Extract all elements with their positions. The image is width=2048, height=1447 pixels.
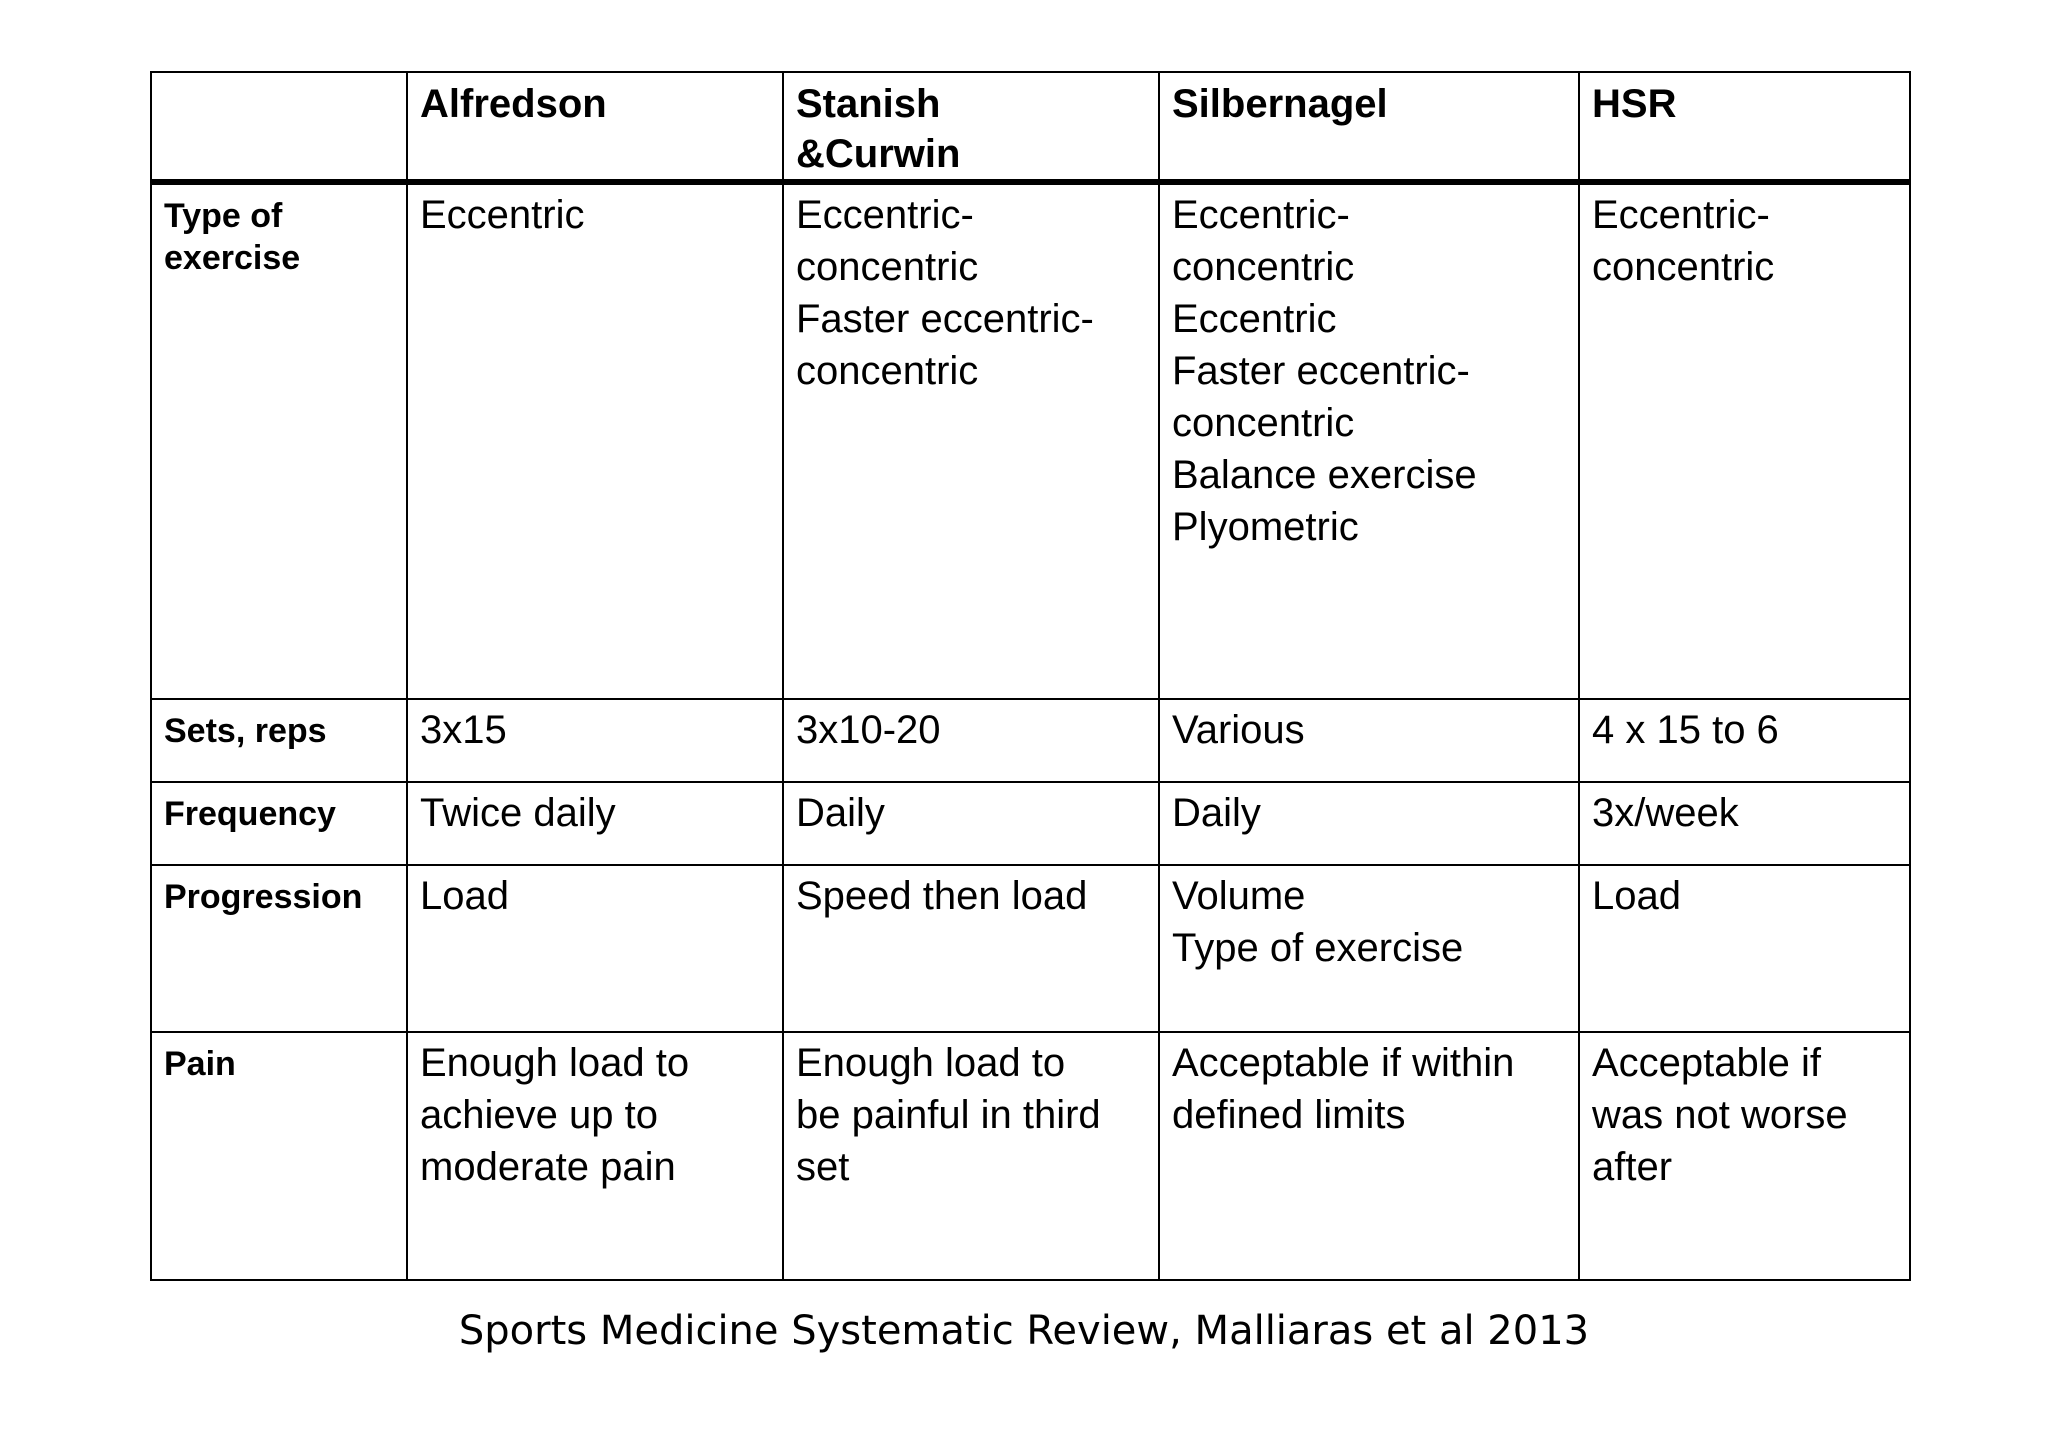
row-label-cell bbox=[151, 1032, 407, 1280]
cell-value bbox=[784, 783, 1158, 839]
table-cell bbox=[407, 1032, 783, 1280]
cell-value bbox=[1580, 700, 1909, 756]
text-line: Speed then load bbox=[796, 874, 1088, 918]
header-label bbox=[152, 73, 406, 79]
text-line: Acceptable if bbox=[1592, 1041, 1822, 1085]
cell-value bbox=[408, 1033, 782, 1193]
text-line: 3x/week bbox=[1592, 791, 1739, 835]
text-line: Enough load to bbox=[796, 1041, 1066, 1085]
text-line: concentric bbox=[796, 245, 979, 289]
table-cell bbox=[783, 782, 1159, 865]
text-line: Load bbox=[420, 874, 509, 918]
row-label bbox=[152, 866, 406, 918]
cell-value bbox=[1580, 866, 1909, 922]
table-cell bbox=[1579, 182, 1910, 699]
header-cell-alfredson bbox=[407, 72, 783, 182]
row-label-cell bbox=[151, 865, 407, 1032]
text-line: set bbox=[796, 1145, 850, 1189]
header-cell-empty bbox=[151, 72, 407, 182]
table-cell bbox=[407, 699, 783, 782]
text-line: Progression bbox=[164, 878, 363, 916]
cell-value bbox=[1160, 783, 1578, 839]
text-line: Eccentric- bbox=[1592, 193, 1770, 237]
row-label bbox=[152, 1033, 406, 1085]
table-cell bbox=[1579, 1032, 1910, 1280]
header-label bbox=[1580, 73, 1909, 129]
cell-value bbox=[408, 866, 782, 922]
text-line: was not worse bbox=[1592, 1093, 1848, 1137]
header-cell-hsr bbox=[1579, 72, 1910, 182]
table-row-sets-reps bbox=[151, 699, 1910, 782]
text-line: Eccentric bbox=[1172, 297, 1337, 341]
cell-value bbox=[408, 783, 782, 839]
table-cell bbox=[783, 182, 1159, 699]
header-label bbox=[784, 73, 1158, 179]
text-line: HSR bbox=[1592, 82, 1677, 126]
cell-value bbox=[1580, 1033, 1909, 1193]
text-line: Alfredson bbox=[420, 82, 607, 126]
table-cell bbox=[1579, 865, 1910, 1032]
text-line: concentric bbox=[796, 349, 979, 393]
row-label-cell bbox=[151, 182, 407, 699]
cell-value bbox=[784, 700, 1158, 756]
text-line: moderate pain bbox=[420, 1145, 676, 1189]
table-cell bbox=[1159, 782, 1579, 865]
header-label bbox=[408, 73, 782, 129]
text-line: Silbernagel bbox=[1172, 82, 1388, 126]
text-line: 3x15 bbox=[420, 708, 507, 752]
table-cell bbox=[1159, 1032, 1579, 1280]
table-cell bbox=[1159, 699, 1579, 782]
cell-value bbox=[1160, 185, 1578, 553]
text-line: concentric bbox=[1592, 245, 1775, 289]
text-line: Volume bbox=[1172, 874, 1306, 918]
text-line: 3x10-20 bbox=[796, 708, 941, 752]
cell-value bbox=[1580, 783, 1909, 839]
table-row-type-of-exercise bbox=[151, 182, 1910, 699]
table-cell bbox=[407, 782, 783, 865]
text-line: 4 x 15 to 6 bbox=[1592, 708, 1779, 752]
cell-value bbox=[784, 1033, 1158, 1193]
text-line: be painful in third bbox=[796, 1093, 1101, 1137]
table-cell bbox=[1159, 182, 1579, 699]
text-line: Plyometric bbox=[1172, 505, 1359, 549]
row-label-cell bbox=[151, 699, 407, 782]
text-line: Various bbox=[1172, 708, 1305, 752]
text-line: Eccentric bbox=[420, 193, 585, 237]
table-cell bbox=[1579, 699, 1910, 782]
text-line: after bbox=[1592, 1145, 1673, 1189]
table-cell bbox=[407, 182, 783, 699]
cell-value bbox=[1160, 1033, 1578, 1141]
row-label bbox=[152, 185, 406, 279]
text-line: Pain bbox=[164, 1045, 236, 1083]
text-line: Sets, reps bbox=[164, 712, 327, 750]
table-cell bbox=[783, 1032, 1159, 1280]
text-line: Acceptable if within bbox=[1172, 1041, 1515, 1085]
table-row-frequency bbox=[151, 782, 1910, 865]
cell-value bbox=[784, 185, 1158, 397]
text-line: concentric bbox=[1172, 245, 1355, 289]
text-line: Stanish bbox=[796, 82, 941, 126]
cell-value bbox=[1580, 185, 1909, 293]
row-label-cell bbox=[151, 782, 407, 865]
cell-value bbox=[408, 185, 782, 241]
source-caption: Sports Medicine Systematic Review, Malliaras et al 2013 bbox=[458, 1308, 1590, 1354]
comparison-table bbox=[150, 71, 1911, 1281]
text-line: Frequency bbox=[164, 795, 336, 833]
text-line: Enough load to bbox=[420, 1041, 690, 1085]
cell-value bbox=[1160, 700, 1578, 756]
text-line: Type of exercise bbox=[1172, 926, 1464, 970]
text-line: Daily bbox=[796, 791, 885, 835]
table-row-pain bbox=[151, 1032, 1910, 1280]
text-line: Type of bbox=[164, 197, 283, 235]
cell-value bbox=[784, 866, 1158, 922]
text-line: &Curwin bbox=[796, 132, 961, 176]
text-line: Faster eccentric- bbox=[1172, 349, 1470, 393]
table-cell bbox=[783, 865, 1159, 1032]
table-cell bbox=[783, 699, 1159, 782]
text-line: Load bbox=[1592, 874, 1681, 918]
text-line: concentric bbox=[1172, 401, 1355, 445]
text-line: Balance exercise bbox=[1172, 453, 1477, 497]
text-line: Daily bbox=[1172, 791, 1261, 835]
header-label bbox=[1160, 73, 1578, 129]
text-line: defined limits bbox=[1172, 1093, 1406, 1137]
table-row-progression bbox=[151, 865, 1910, 1032]
header-row bbox=[151, 72, 1910, 182]
text-line: Eccentric- bbox=[1172, 193, 1350, 237]
text-line: Eccentric- bbox=[796, 193, 974, 237]
text-line: achieve up to bbox=[420, 1093, 658, 1137]
cell-value bbox=[408, 700, 782, 756]
table-cell bbox=[1579, 782, 1910, 865]
header-cell-stanish-curwin bbox=[783, 72, 1159, 182]
row-label bbox=[152, 783, 406, 835]
text-line: exercise bbox=[164, 239, 301, 277]
row-label bbox=[152, 700, 406, 752]
cell-value bbox=[1160, 866, 1578, 974]
table-cell bbox=[407, 865, 783, 1032]
header-cell-silbernagel bbox=[1159, 72, 1579, 182]
text-line: Faster eccentric- bbox=[796, 297, 1094, 341]
text-line: Twice daily bbox=[420, 791, 616, 835]
table-cell bbox=[1159, 865, 1579, 1032]
